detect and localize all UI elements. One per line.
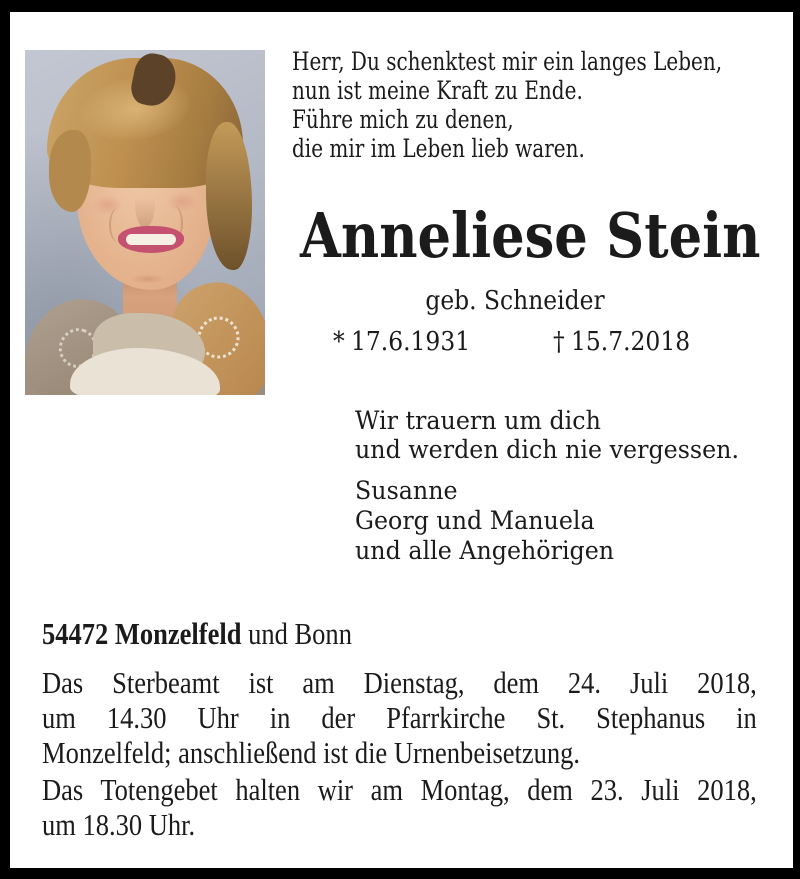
poem-line: Führe mich zu denen, xyxy=(292,105,514,134)
family-member-line: Georg und Manuela xyxy=(355,506,595,535)
service-line: Das Sterbeamt ist am Dienstag, dem 24. Juli 2018, xyxy=(42,665,757,700)
portrait-photo xyxy=(25,50,265,395)
poem-line: die mir im Leben lieb waren. xyxy=(292,134,585,163)
died-dagger-symbol: † xyxy=(553,327,565,357)
location-secondary: und Bonn xyxy=(241,616,352,651)
maiden-name: geb. Schneider xyxy=(425,286,605,316)
family-block xyxy=(355,476,614,566)
mourning-line: und werden dich nie vergessen. xyxy=(355,435,739,464)
family-member-line: und alle Angehörigen xyxy=(355,536,615,565)
family-member-line: Susanne xyxy=(355,476,458,505)
location-primary: 54472 Monzelfeld xyxy=(42,616,242,651)
birth-date-value: 17.6.1931 xyxy=(351,327,471,357)
hair-left-side xyxy=(49,130,91,212)
poem-line: Herr, Du schenktest mir ein langes Leben, xyxy=(292,47,723,76)
mourning-block xyxy=(355,406,739,464)
death-date-value: 15.7.2018 xyxy=(571,327,691,357)
deceased-name: Anneliese Stein xyxy=(300,199,761,272)
mourning-line: Wir trauern um dich xyxy=(355,406,601,435)
poem-block xyxy=(292,47,722,163)
service-line: Monzelfeld; anschließend ist die Urnenbeisetzung. xyxy=(42,735,581,770)
service-line: um 14.30 Uhr in der Pfarrkirche St. Stephanus in xyxy=(42,700,757,735)
prayer-line: um 18.30 Uhr. xyxy=(42,807,196,842)
chin-shadow xyxy=(130,274,165,284)
service-paragraph xyxy=(42,665,757,770)
teeth-shape xyxy=(126,234,176,245)
death-date xyxy=(553,329,690,355)
birth-date xyxy=(333,329,470,355)
locations-line xyxy=(42,616,757,651)
born-asterisk-symbol: * xyxy=(333,327,345,357)
prayer-paragraph xyxy=(42,772,757,842)
notice-paper xyxy=(10,12,793,868)
poem-line: nun ist meine Kraft zu Ende. xyxy=(292,76,583,105)
prayer-line: Das Totengebet halten wir am Montag, dem 23. Juli 2018, xyxy=(42,772,757,807)
